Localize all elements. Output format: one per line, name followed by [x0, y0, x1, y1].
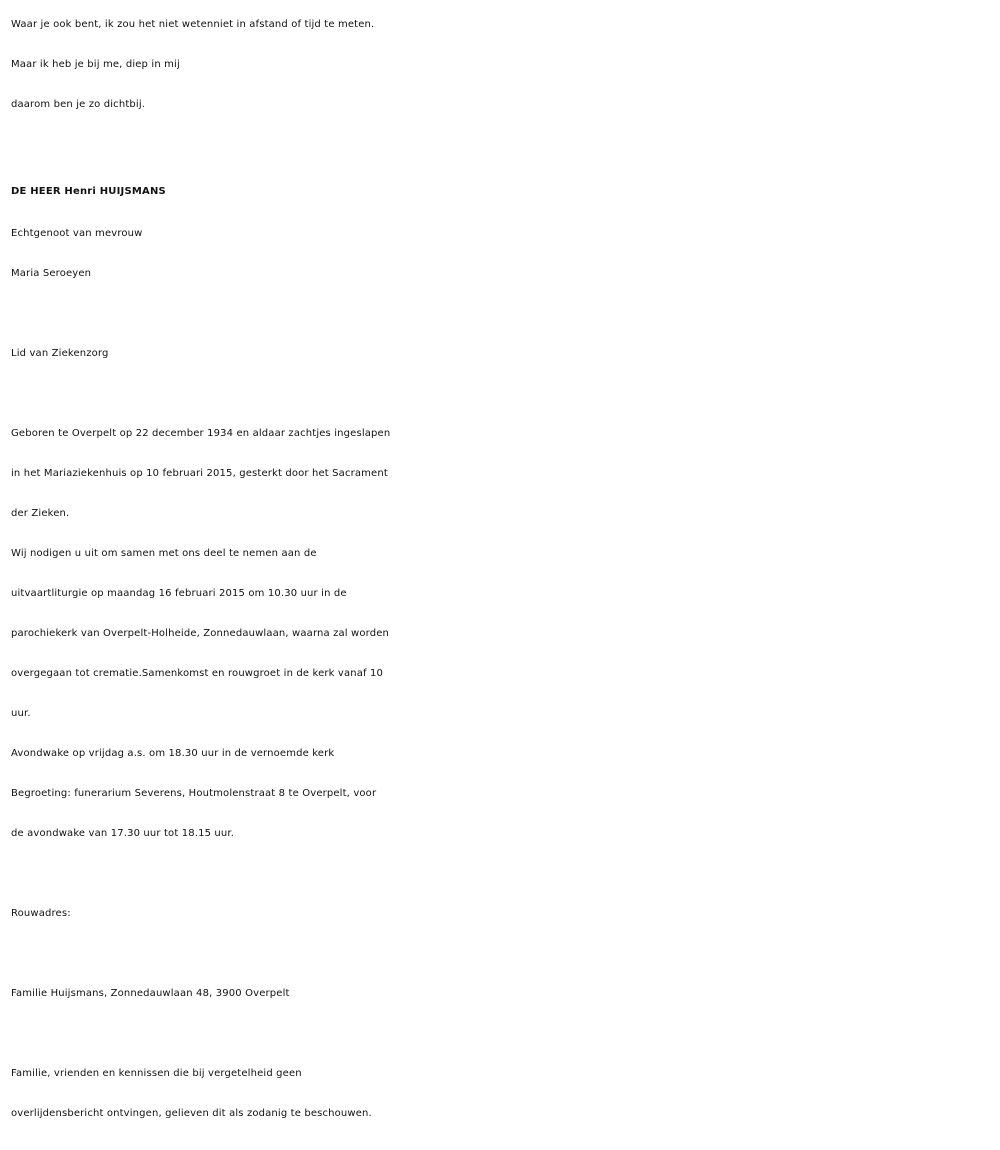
details-line: uitvaartliturgie op maandag 16 februari 2015 om 10.30 uur in de	[11, 588, 347, 599]
details-line: Geboren te Overpelt op 22 december 1934 en aldaar zachtjes ingeslapen	[11, 428, 391, 439]
poem-line: daarom ben je zo dichtbij.	[11, 99, 146, 110]
spouse-name: Maria Seroeyen	[11, 268, 92, 279]
poem-line: Waar je ook bent, ik zou het niet wetenniet in afstand of tijd te meten.	[11, 19, 375, 30]
memorial-poem	[11, 5, 991, 125]
mourning-address-label: Rouwadres:	[11, 908, 71, 919]
details-line: overgegaan tot crematie.Samenkomst en rouwgroet in de kerk vanaf 10	[11, 668, 384, 679]
funeral-details	[11, 414, 991, 854]
details-line: parochiekerk van Overpelt-Holheide, Zonnedauwlaan, waarna zal worden	[11, 628, 390, 639]
closing-note	[11, 1054, 991, 1134]
details-line: Avondwake op vrijdag a.s. om 18.30 uur in de vernoemde kerk	[11, 748, 335, 759]
details-line: Wij nodigen u uit om samen met ons deel te nemen aan de	[11, 548, 317, 559]
details-line: Begroeting: funerarium Severens, Houtmolenstraat 8 te Overpelt, voor	[11, 788, 377, 799]
mourning-address: Familie Huijsmans, Zonnedauwlaan 48, 3900 Overpelt	[11, 988, 290, 999]
spouse-line: Echtgenoot van mevrouw	[11, 228, 143, 239]
deceased-name: DE HEER Henri HUIJSMANS	[11, 186, 166, 197]
spouse-info	[11, 214, 991, 294]
details-line: uur.	[11, 708, 31, 719]
membership-line: Lid van Ziekenzorg	[11, 348, 109, 359]
details-line: in het Mariaziekenhuis op 10 februari 2015, gesterkt door het Sacrament	[11, 468, 388, 479]
closing-line: Familie, vrienden en kennissen die bij vergetelheid geen	[11, 1068, 302, 1079]
obituary-document	[11, 0, 991, 1134]
poem-line: Maar ik heb je bij me, diep in mij	[11, 59, 180, 70]
details-line: der Zieken.	[11, 508, 70, 519]
details-line: de avondwake van 17.30 uur tot 18.15 uur.	[11, 828, 235, 839]
closing-line: overlijdensbericht ontvingen, gelieven dit als zodanig te beschouwen.	[11, 1108, 372, 1119]
